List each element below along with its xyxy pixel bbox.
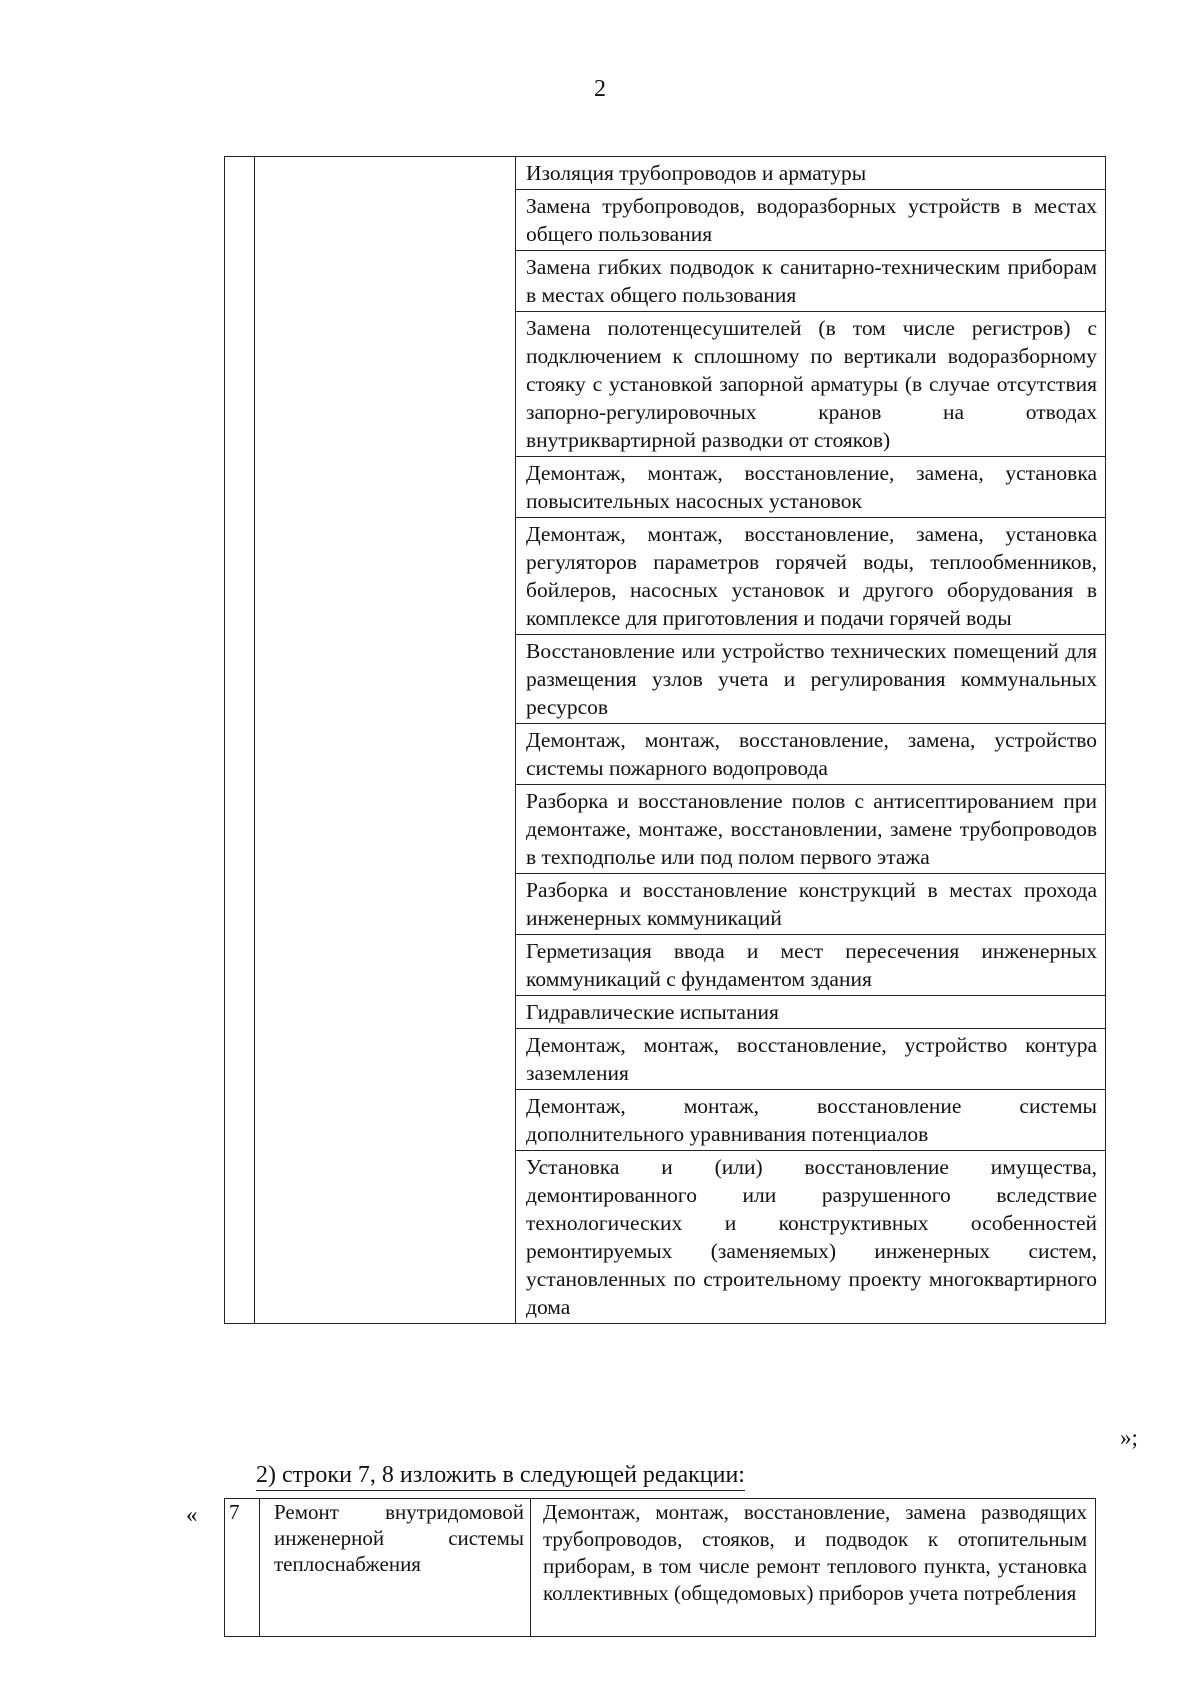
table-row: [225, 1499, 1096, 1637]
work-description: Герметизация ввода и мест пересечения инженерных коммуникаций с фундаментом здания: [516, 935, 1106, 996]
work-description: Разборка и восстановление полов с антисептированием при демонтаже, монтаже, восстановлении, замене трубопроводов в техподполье или под полом первого этажа: [516, 785, 1106, 874]
work-description: Демонтаж, монтаж, восстановление, замена, установка регуляторов параметров горячей воды, теплообменников, бойлеров, насосных установок и другого оборудования в комплексе для приготовления и подачи горячей воды: [516, 518, 1106, 635]
work-description: Демонтаж, монтаж, восстановление, устройство контура заземления: [516, 1029, 1106, 1090]
system-name: Ремонт внутридомовой инженерной системы теплоснабжения: [260, 1499, 531, 1637]
work-description: Изоляция трубопроводов и арматуры: [516, 157, 1106, 190]
table-row: [225, 157, 1106, 190]
works-table: [224, 156, 1106, 1324]
closing-quote: »;: [1120, 1425, 1138, 1450]
work-description: Демонтаж, монтаж, восстановление, замена, устройство системы пожарного водопровода: [516, 724, 1106, 785]
work-description: Демонтаж, монтаж, восстановление, замена, установка повысительных насосных установок: [516, 457, 1106, 518]
work-description: Гидравлические испытания: [516, 996, 1106, 1029]
number-column-cell: [225, 157, 255, 1324]
row-number: 7: [225, 1499, 260, 1637]
opening-quote: «: [186, 1502, 198, 1527]
work-description: Замена полотенцесушителей (в том числе регистров) с подключением к сплошному по вертикали водоразборному стояку с установкой запорной арматуры (в случае отсутствия запорно-регулировочных кранов на отводах внутриквартирной разводки от стояков): [516, 312, 1106, 457]
subsection-heading: 2) строки 7, 8 изложить в следующей редакции:: [256, 1460, 745, 1491]
work-description: Замена трубопроводов, водоразборных устройств в местах общего пользования: [516, 190, 1106, 251]
new-rows-table: [224, 1498, 1096, 1637]
work-description: Разборка и восстановление конструкций в местах прохода инженерных коммуникаций: [516, 874, 1106, 935]
system-column-cell: [255, 157, 516, 1324]
page-number: 2: [594, 76, 606, 102]
work-description: Восстановление или устройство технических помещений для размещения узлов учета и регулирования коммунальных ресурсов: [516, 635, 1106, 724]
work-description: Установка и (или) восстановление имущества, демонтированного или разрушенного вследствие технологических и конструктивных особенностей ремонтируемых (заменяемых) инженерных систем, установленных по строительному проекту многоквартирного дома: [516, 1151, 1106, 1324]
work-description: Демонтаж, монтаж, восстановление системы дополнительного уравнивания потенциалов: [516, 1090, 1106, 1151]
work-description: Демонтаж, монтаж, восстановление, замена разводящих трубопроводов, стояков, и подводок к отопительным приборам, в том числе ремонт теплового пункта, установка коллективных (общедомовых) приборов учета потребления: [531, 1499, 1096, 1637]
work-description: Замена гибких подводок к санитарно-техническим приборам в местах общего пользования: [516, 251, 1106, 312]
